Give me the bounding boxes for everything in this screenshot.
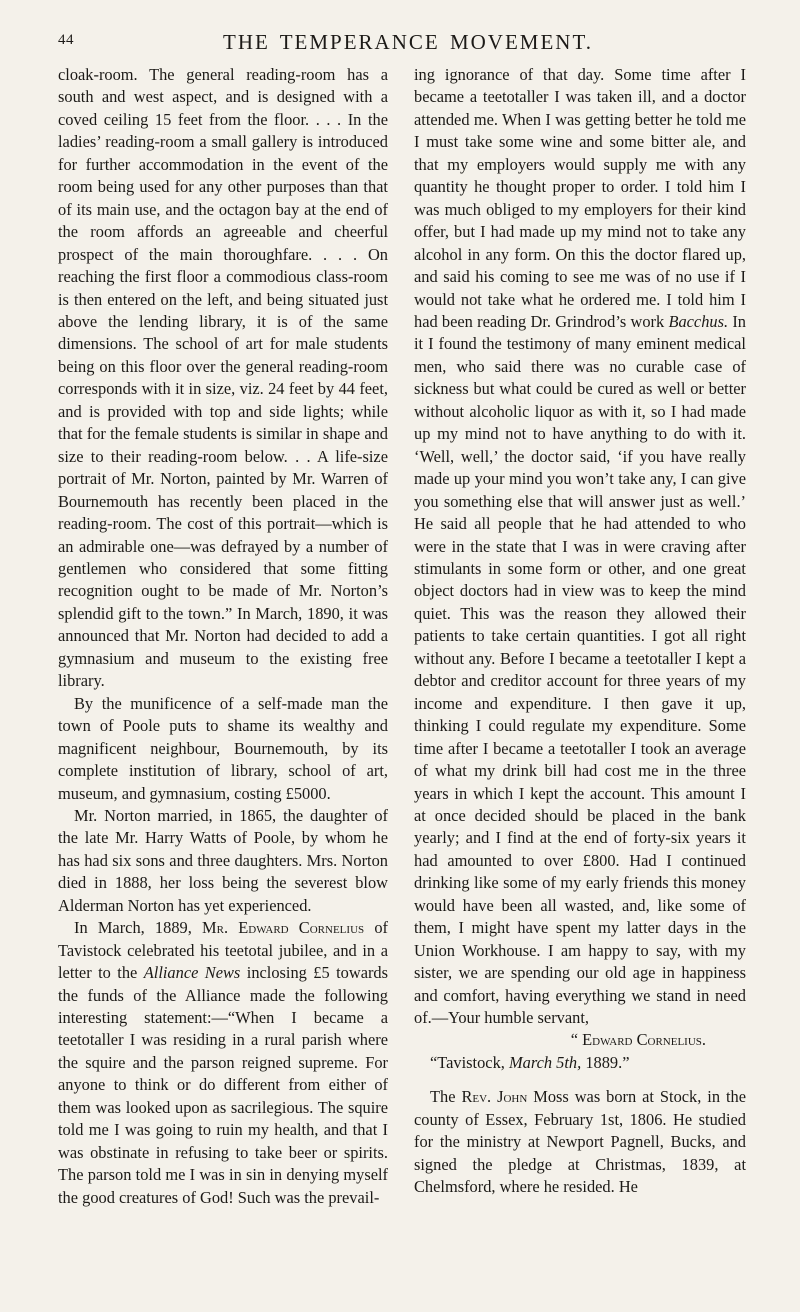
text-run: In March, 1889, — [74, 918, 192, 938]
text-run: The — [430, 1087, 456, 1107]
running-head: THE TEMPERANCE MOVEMENT. — [223, 30, 593, 54]
text-run: of Tavistock celebrated his teetotal jubilee, and in a letter to the — [58, 918, 389, 983]
page-header — [58, 30, 758, 56]
page-number: 44 — [58, 32, 74, 48]
letter-place-date — [414, 1052, 746, 1074]
person-name: Rev. John — [461, 1087, 528, 1107]
paragraph: By the munificence of a self-made man the town of Poole puts to shame its wealthy and magnificent neighbour, Bournemouth, by its complete institution of library, school of art, museum, and gymnasium, costing £5000. — [58, 693, 388, 803]
left-column — [58, 64, 388, 1209]
book-title: Bacchus. — [668, 311, 729, 331]
text-run: ing ignorance of that day. Some time after I became a teetotaller I was taken ill, and a doctor attended me. When I was getting better he told me I must take some wine and some bitter ale, and that my employers would supply me with any quantity he thought proper to order. I told him I was much obliged to my employers for their kind offer, but I had made up my mind not to take any alcohol in any form. On this the doctor flared up, and said his coming to see me was of no use if I would not take what he ordered me. I told him I had been reading Dr. Grindrod’s work — [414, 65, 746, 331]
text-run: In it I found the testimony of many eminent medical men, who said there was no curable case of sickness but what could be cured as well or better without alcoholic liquor as with it, so I had made up my mind not to have anything to do with it. ‘Well, well,’ the doctor said, ‘if you have really made up your mind you won’t take any, I can give you something else that will answer just as well.’ He said all people that he had attended to who were in the state that I was in were craving after stimulants in some form or other, and one great object doctors had in view was to keep the mind quiet. This was the reason they allowed their patients to take certain quantities. I got all right without any. Before I became a teetotaller I kept a debtor and creditor account for three years of my income and expenditure. I then gave it up, thinking I could regulate my expenditure. Some time after I became a teetotaller I took an average of what my drink bill had cost me in the three years in which I kept the account. This amount I at once decided should be placed in the bank yearly; and I find at the end of forty-six years it had amounted to over £800. Had I continued drinking like some of my early friends this money would have been all wasted, and, like some of them, I might have spent my latter days in the Union Workhouse. I am happy to say, with my sister, we are spending our old age in happiness and comfort, having everything we stand in need of.—Your humble servant, — [414, 311, 746, 1028]
right-column — [414, 64, 746, 1199]
text-run: 1889.” — [585, 1052, 630, 1072]
person-name: Mr. Edward Cornelius — [202, 918, 365, 938]
text-run: Moss was born at Stock, in the county of Essex, February 1st, 1806. He studied for the ministry at Newport Pagnell, Bucks, and signed the pledge at Christmas, 1839, at Chelmsford, where he resided. He — [414, 1087, 746, 1197]
journal-title: Alliance News — [143, 963, 241, 983]
signature: “ Edward Cornelius. — [570, 1030, 706, 1050]
paragraph: cloak-room. The general reading-room has a south and west aspect, and is designed with a coved ceiling 15 feet from the floor. . . . In the ladies’ reading-room a small gallery is introduced for further accommodation in the event of the room being used for any other purposes than that of its main use, and the octagon bay at the end of the room affords an agreeable and cheerful prospect of the main thoroughfare. . . . On reaching the first floor a commodious class-room is then entered on the left, and being situated just above the lending library, it is of the same dimensions. The school of art for male students being on this floor over the general reading-room corresponds with it in size, viz. 24 feet by 44 feet, and is provided with top and side lights; while that for the female students is similar in shape and size to their reading-room below. . . A life-size portrait of Mr. Norton, painted by Mr. Warren of Bournemouth has recently been placed in the reading-room. The cost of this portrait—which is an admirable one—was defrayed by a number of gentlemen who considered that some fitting recognition ought to be made of Mr. Norton’s splendid gift to the town.” In March, 1890, it was announced that Mr. Norton had decided to add a gymnasium and museum to the existing free library. — [58, 65, 388, 691]
spacer — [414, 1074, 746, 1086]
text-run: inclosing £5 towards the funds of the Alliance made the following interesting statement:—“When I became a teetotaller I was residing in a rural parish where the squire and the parson reigned supreme. For anyone to think or do different from either of them was looked upon as sacrilegious. The squire told me I was going to ruin my health, and that I was obstinate in refusing to take beer or spirits. The parson told me I was in sin in denying myself the good creatures of God! Such was the prevail- — [58, 963, 389, 1207]
paragraph — [414, 1086, 746, 1198]
paragraph — [58, 917, 388, 1209]
letter-date: March 5th, — [508, 1052, 582, 1072]
paragraph: Mr. Norton married, in 1865, the daughter of the late Mr. Harry Watts of Poole, by whom he has had six sons and three daughters. Mrs. Norton died in 1888, her loss being the severest blow Alderman Norton has yet experienced. — [58, 805, 388, 915]
paragraph — [414, 64, 746, 1029]
text-run: “Tavistock, — [430, 1052, 505, 1072]
